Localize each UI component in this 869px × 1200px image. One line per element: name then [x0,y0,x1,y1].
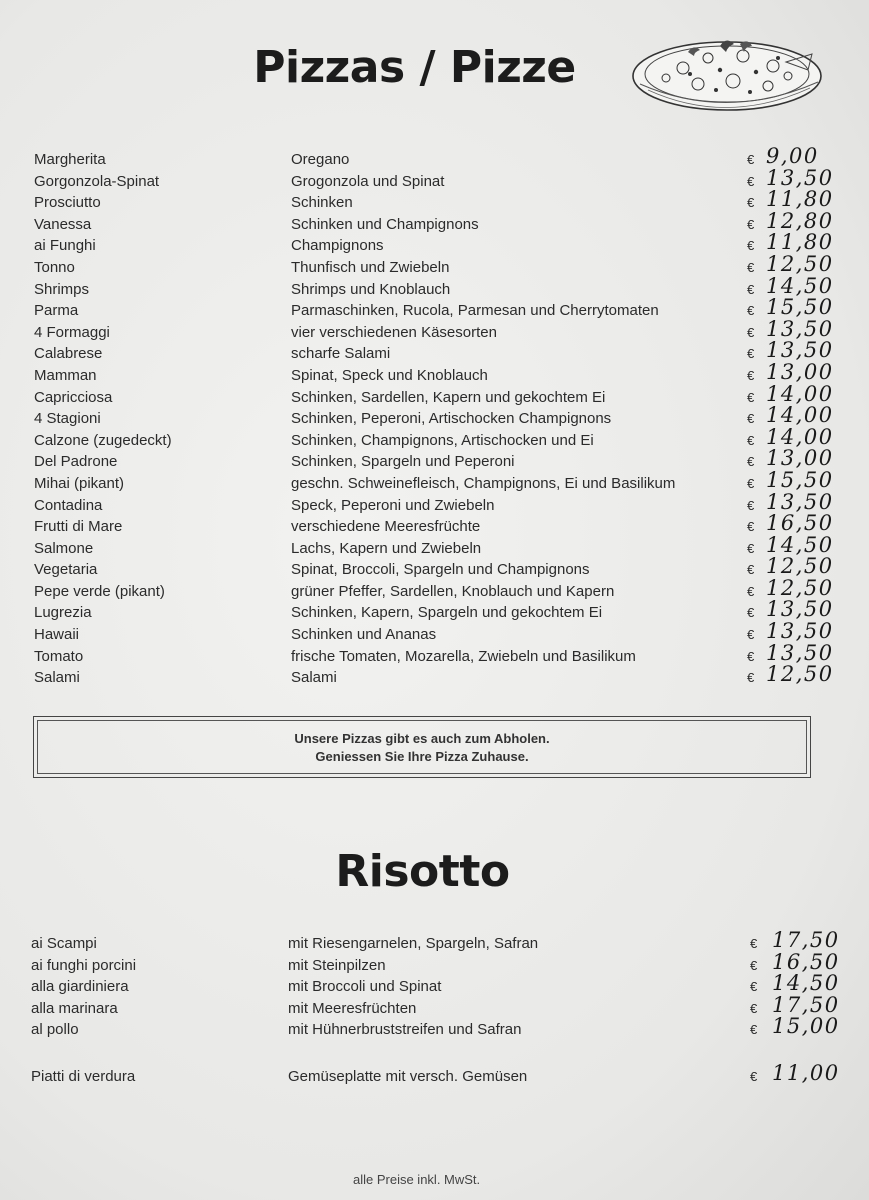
menu-item [0,316,869,344]
menu-item [0,511,869,538]
menu-item [0,640,869,668]
currency-symbol: € [747,670,755,686]
item-description: Schinken, Kapern, Spargeln und gekochtem Ei [291,604,603,622]
item-name: Del Padrone [34,453,118,471]
menu-item [0,489,869,517]
currency-symbol: € [750,936,758,951]
item-price: 13,00 [766,446,834,471]
item-description: vier verschiedenen Käsesorten [291,323,497,341]
item-description: Salami [291,669,337,687]
item-description: Speck, Peperoni und Zwiebeln [291,496,495,514]
item-description: Grogonzola und Spinat [291,172,445,190]
currency-symbol: € [747,475,755,491]
currency-symbol: € [747,152,755,167]
item-description: Parmaschinken, Rucola, Parmesan und Cherrytomaten [291,302,659,320]
item-price: 15,50 [766,467,834,492]
item-name: alla marinara [31,999,118,1017]
notice-line-1: Unsere Pizzas gibt es auch zum Abholen. [294,731,550,746]
currency-symbol: € [747,324,755,340]
item-description: Oregano [291,151,350,168]
currency-symbol: € [750,957,758,973]
currency-symbol: € [747,216,755,232]
item-name: Frutti di Mare [34,518,123,536]
item-name: Tomato [34,647,84,665]
item-price: 13,50 [766,316,834,341]
item-price: 13,50 [766,619,834,644]
item-description: Schinken, Champignons, Artischocken und Ei [291,431,594,449]
menu-item [0,554,869,581]
item-price: 16,50 [772,949,840,974]
risotto-section-title: Risotto [335,846,510,897]
menu-item [0,928,869,955]
item-name: Calzone (zugedeckt) [34,431,172,449]
item-name: Piatti di verdura [31,1068,136,1085]
notice-line-2: Geniessen Sie Ihre Pizza Zuhause. [315,749,529,764]
item-price: 13,50 [766,165,834,190]
item-description: Spinat, Broccoli, Spargeln und Champignons [291,561,590,579]
takeaway-notice-box [33,716,811,778]
item-description: mit Meeresfrüchten [288,999,417,1017]
currency-symbol: € [750,979,758,995]
menu-item [0,165,869,193]
item-description: Schinken, Spargeln und Peperoni [291,453,515,471]
item-price: 12,80 [766,208,834,233]
currency-symbol: € [747,367,755,383]
menu-item [0,467,869,495]
menu-item [0,273,869,301]
item-price: 13,50 [766,489,834,514]
item-price: 11,80 [766,230,834,255]
item-description: frische Tomaten, Mozarella, Zwiebeln und Basilikum [291,647,636,665]
item-description: Spinat, Speck und Knoblauch [291,366,488,384]
item-description: Schinken und Ananas [291,626,437,644]
item-name: Hawaii [34,626,80,644]
currency-symbol: € [747,454,755,470]
item-name: Salami [34,669,80,687]
verdura-item [0,1061,869,1088]
menu-item [0,208,869,236]
item-name: Parma [34,302,79,320]
menu-item [0,597,869,624]
menu-item [0,992,869,1020]
menu-item [0,971,869,998]
menu-item [0,403,869,430]
item-description: mit Steinpilzen [288,956,386,974]
currency-symbol: € [747,195,755,211]
item-name: Lugrezia [34,604,92,622]
currency-symbol: € [750,1022,758,1038]
item-name: Prosciutto [34,194,101,212]
item-description: Gemüseplatte mit versch. Gemüsen [288,1068,528,1085]
item-name: ai Funghi [34,237,96,255]
item-description: Schinken, Sardellen, Kapern und gekochtem Ei [291,388,606,406]
item-name: ai Scampi [31,935,97,952]
currency-symbol: € [747,281,755,297]
item-name: Salmone [34,539,94,557]
pizza-sketch-icon [628,26,826,118]
item-description: Schinken und Champignons [291,215,479,233]
item-description: mit Broccoli und Spinat [288,978,442,996]
menu-item [0,1014,869,1041]
item-price: 14,00 [766,424,834,449]
item-price: 12,50 [766,662,834,687]
tax-note: alle Preise inkl. MwSt. [353,1172,481,1187]
item-description: verschiedene Meeresfrüchte [291,518,481,536]
item-description: Thunfisch und Zwiebeln [291,258,450,276]
item-price: 14,50 [772,971,840,996]
currency-symbol: € [747,389,755,405]
item-name: Gorgonzola-Spinat [34,172,160,190]
item-name: alla giardiniera [31,978,129,996]
currency-symbol: € [747,648,755,664]
item-name: 4 Stagioni [34,410,101,428]
menu-item [0,338,869,365]
item-price: 17,50 [772,928,840,952]
item-name: Vanessa [34,215,92,233]
risotto-menu-list [0,928,869,1041]
currency-symbol: € [747,519,755,535]
item-name: Tonno [34,258,75,276]
item-price: 14,50 [766,532,834,557]
currency-symbol: € [747,432,755,448]
item-description: Schinken, Peperoni, Artischocken Champignons [291,410,612,428]
menu-item [0,187,869,214]
menu-item [0,359,869,387]
currency-symbol: € [747,583,755,599]
item-name: al pollo [31,1021,79,1039]
item-name: Contadina [34,496,103,514]
item-name: Vegetaria [34,561,98,579]
currency-symbol: € [747,540,755,556]
item-description: grüner Pfeffer, Sardellen, Knoblauch und Kapern [291,582,615,600]
item-description: Schinken [291,194,353,212]
currency-symbol: € [750,1000,758,1016]
currency-symbol: € [747,238,755,254]
item-price: 13,50 [766,640,834,665]
menu-item [0,532,869,560]
menu-item [0,230,869,257]
item-description: scharfe Salami [291,345,391,363]
item-name: Calabrese [34,345,103,363]
item-price: 12,50 [766,251,834,276]
currency-symbol: € [750,1069,758,1084]
item-price: 11,00 [772,1061,840,1085]
currency-symbol: € [747,346,755,362]
menu-item [0,251,869,279]
item-name: Shrimps [34,280,90,298]
currency-symbol: € [747,605,755,621]
item-price: 13,50 [766,597,834,622]
item-price: 17,50 [772,992,840,1017]
menu-item [0,575,869,603]
item-description: mit Riesengarnelen, Spargeln, Safran [288,935,539,952]
item-name: ai funghi porcini [31,956,137,974]
menu-item [0,295,869,322]
item-name: Mihai (pikant) [34,474,125,492]
item-name: Margherita [34,151,106,168]
item-price: 12,50 [766,554,834,579]
pizza-section-title: Pizzas / Pizze [253,42,576,93]
item-price: 14,00 [766,403,834,428]
item-description: Lachs, Kapern und Zwiebeln [291,539,482,557]
item-description: geschn. Schweinefleisch, Champignons, Ei und Basilikum [291,474,676,492]
item-price: 14,00 [766,381,834,406]
currency-symbol: € [747,497,755,513]
menu-item [0,949,869,977]
currency-symbol: € [747,173,755,189]
item-price: 12,50 [766,575,834,600]
item-price: 11,80 [766,187,834,212]
item-price: 9,00 [766,144,819,168]
menu-item [0,662,869,689]
menu-item [0,1061,869,1088]
item-price: 15,50 [766,295,834,320]
menu-item [0,381,869,409]
item-price: 16,50 [766,511,834,536]
menu-item [0,446,869,473]
item-name: Capricciosa [34,388,113,406]
item-price: 13,00 [766,359,834,384]
item-price: 14,50 [766,273,834,298]
item-description: mit Hühnerbruststreifen und Safran [288,1021,522,1039]
currency-symbol: € [747,303,755,319]
item-description: Shrimps und Knoblauch [291,280,451,298]
item-price: 13,50 [766,338,834,363]
item-price: 15,00 [772,1014,840,1039]
currency-symbol: € [747,627,755,643]
menu-item [0,619,869,646]
pizza-menu-list [0,144,869,689]
currency-symbol: € [747,562,755,578]
menu-item [0,144,869,171]
item-name: Mamman [34,366,97,384]
item-name: 4 Formaggi [34,323,110,341]
item-description: Champignons [291,237,384,255]
currency-symbol: € [747,411,755,427]
menu-item [0,424,869,452]
currency-symbol: € [747,259,755,275]
item-name: Pepe verde (pikant) [34,582,165,600]
